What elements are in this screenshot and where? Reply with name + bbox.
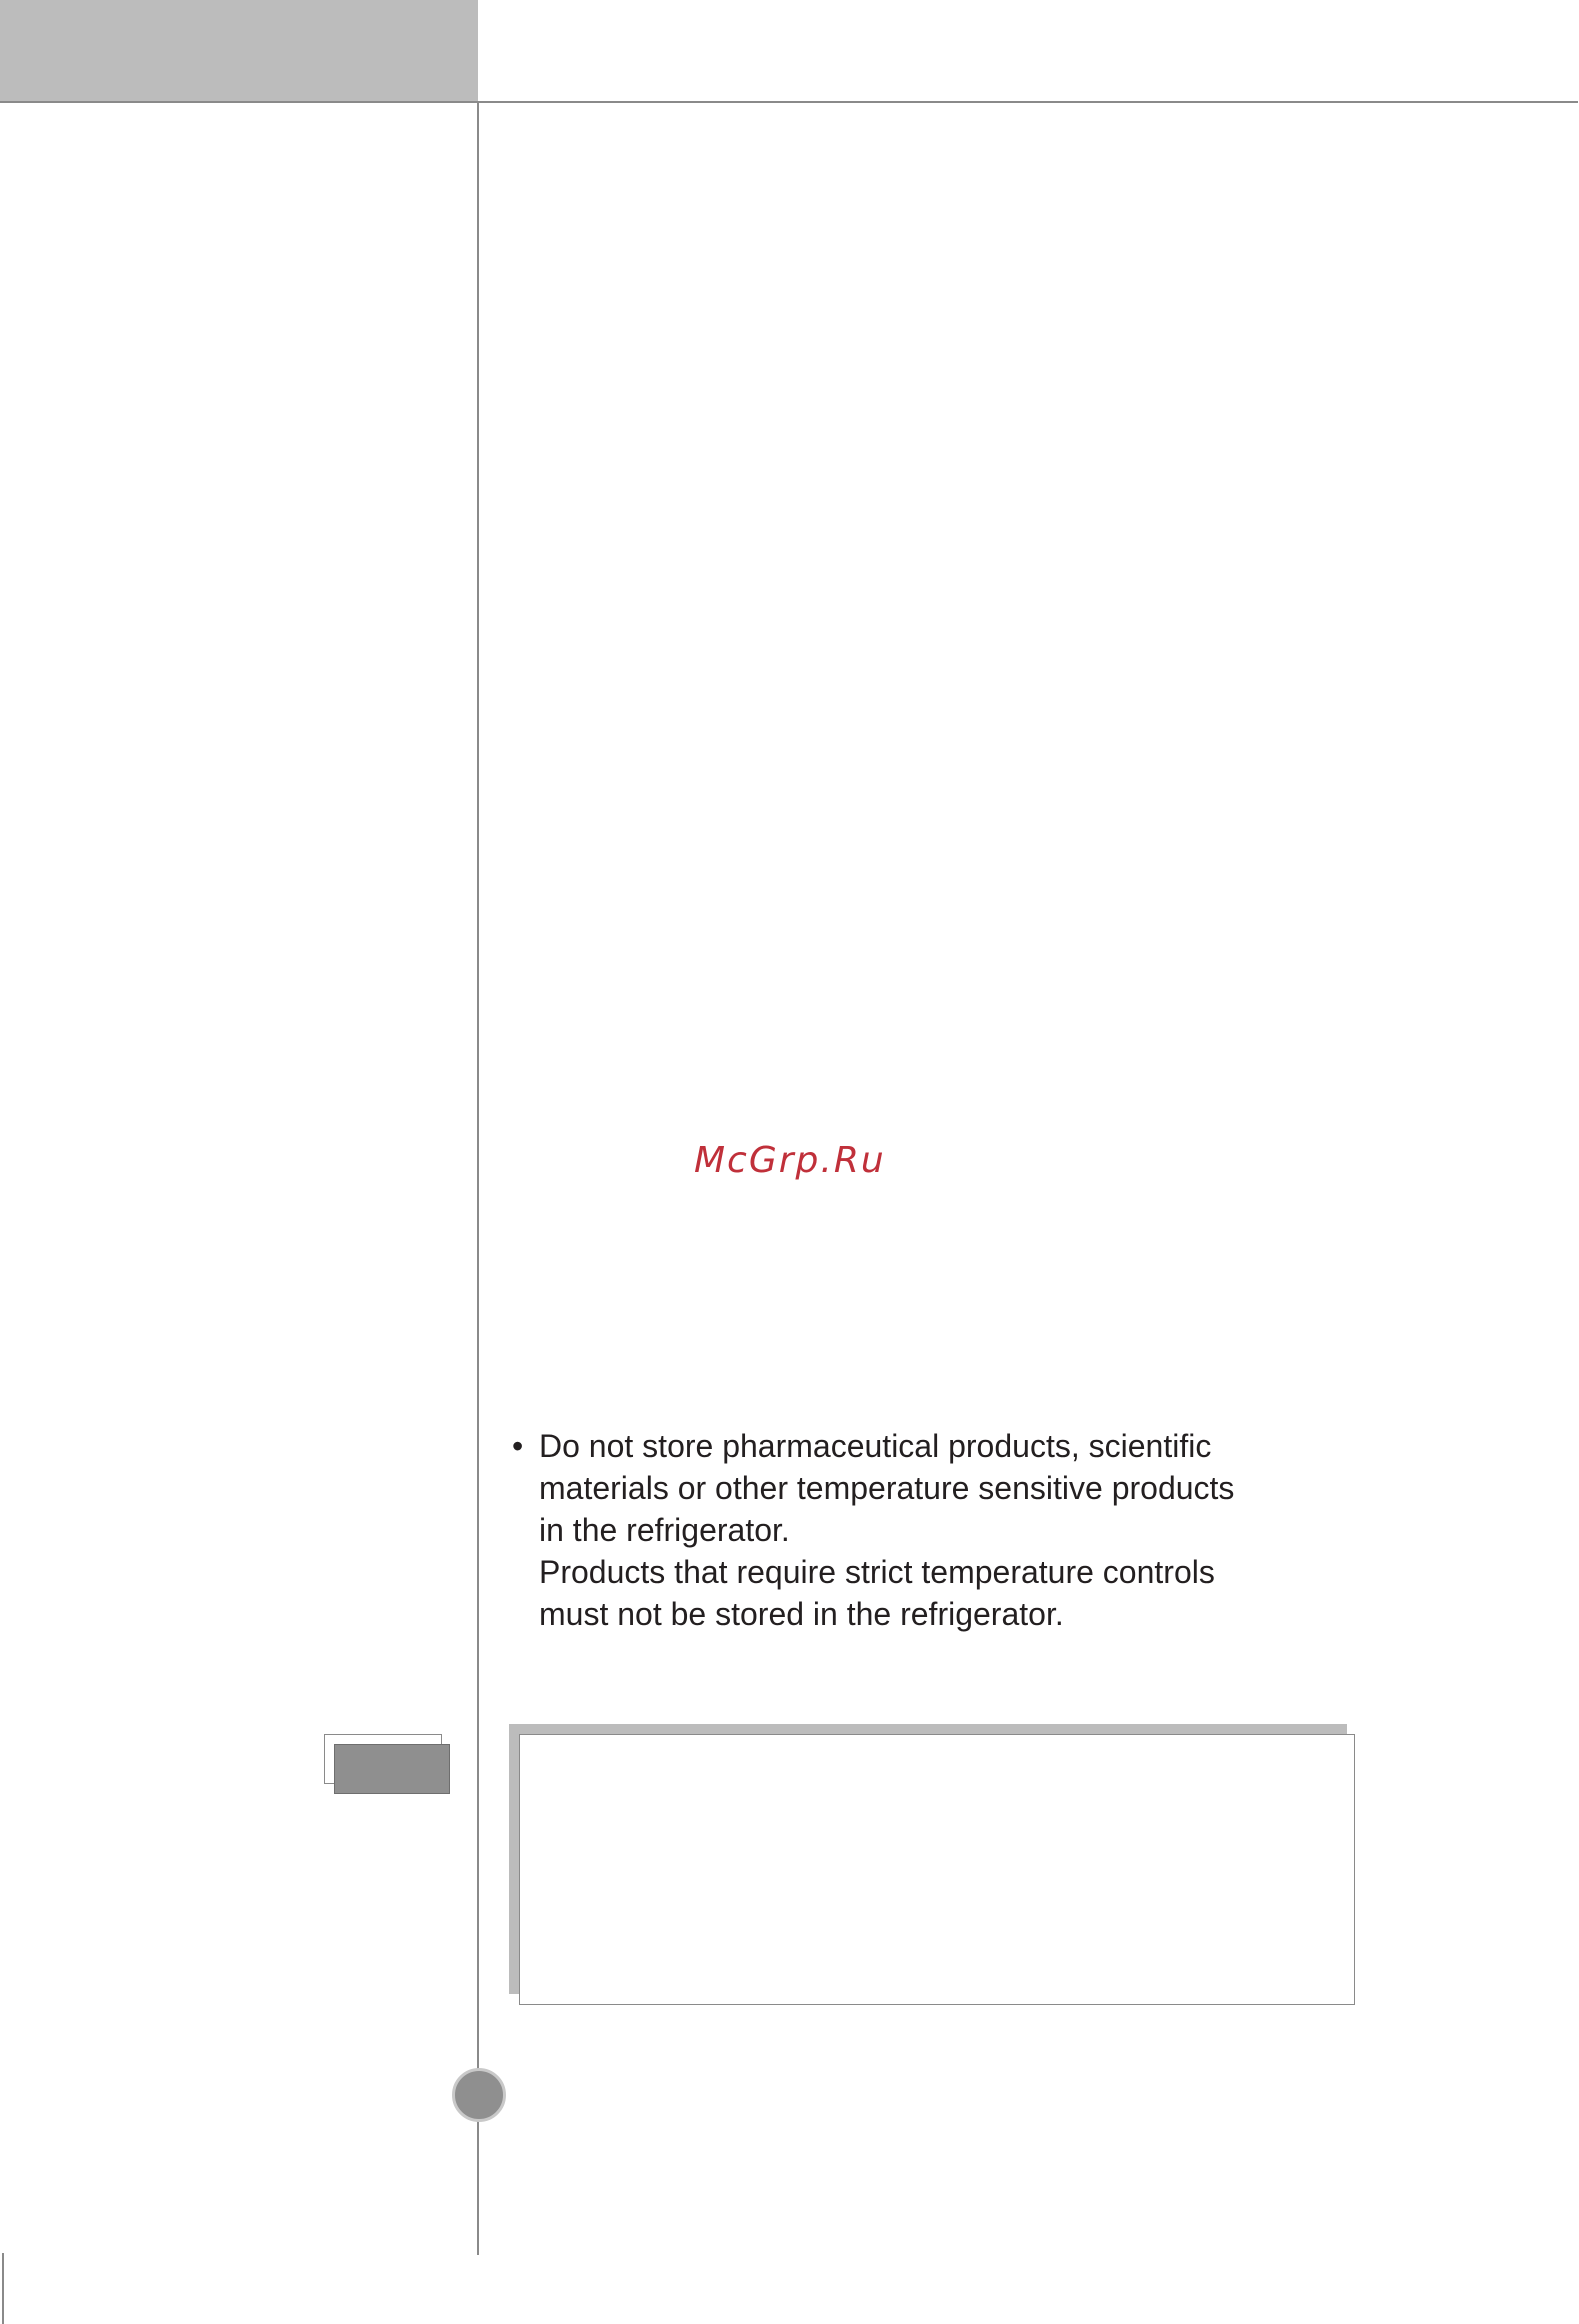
note-box <box>519 1734 1355 2005</box>
left-edge-tick <box>2 2253 4 2324</box>
caution-line: Do not store pharmaceutical products, scientific <box>539 1428 1212 1464</box>
note-tab-label <box>334 1744 450 1794</box>
watermark: McGrp.Ru <box>694 1140 886 1181</box>
page-number-circle-icon <box>452 2068 506 2122</box>
caution-text <box>539 1425 1332 1635</box>
caution-line: materials or other temperature sensitive products <box>539 1470 1235 1506</box>
caution-line: must not be stored in the refrigerator. <box>539 1596 1064 1632</box>
header-rule <box>0 101 1578 103</box>
margin-vertical-rule <box>477 102 479 2255</box>
bullet-icon: • <box>512 1428 524 1464</box>
caution-line: in the refrigerator. <box>539 1512 790 1548</box>
caution-bullet-item <box>512 1425 1332 1635</box>
header-gray-block <box>0 0 478 102</box>
caution-line: Products that require strict temperature controls <box>539 1554 1215 1590</box>
